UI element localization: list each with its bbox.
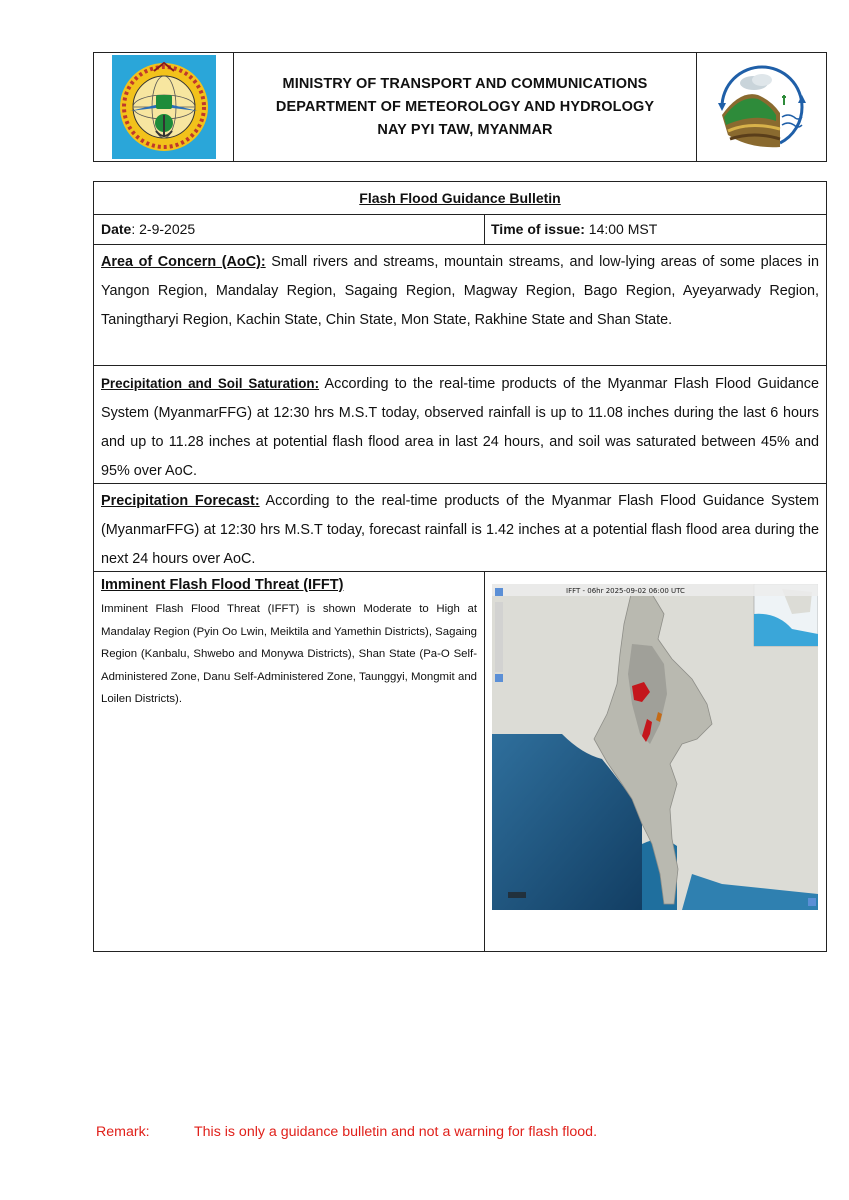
date-label: Date bbox=[101, 221, 132, 237]
ifft-text-cell bbox=[94, 572, 485, 951]
precipitation-forecast-section bbox=[94, 484, 826, 572]
bulletin-title: Flash Flood Guidance Bulletin bbox=[94, 182, 826, 215]
time-value: 14:00 MST bbox=[584, 221, 658, 237]
remark bbox=[96, 1124, 597, 1140]
letterhead-title-block bbox=[234, 53, 696, 161]
precipitation-soil-saturation-section bbox=[94, 366, 826, 484]
remark-label: Remark: bbox=[96, 1124, 150, 1140]
time-cell bbox=[485, 215, 826, 244]
water-cycle-logo-icon bbox=[710, 55, 814, 159]
department-name: DEPARTMENT OF METEOROLOGY AND HYDROLOGY bbox=[275, 99, 655, 115]
aoc-text: Small rivers and streams, mountain streams, and low-lying areas of some places in Yangon Region, Mandalay Region, Sagaing Region, Magway Region, Bago Region, Ayeyarwady Region, Taningtharyi Region, Kachin State, Chin State, Mon State, Rakhine State and Shan State. bbox=[101, 254, 819, 328]
aoc-label: Area of Concern (AoC): bbox=[101, 254, 266, 270]
ministry-name: MINISTRY OF TRANSPORT AND COMMUNICATIONS bbox=[282, 76, 648, 92]
map-zoom-in-icon[interactable] bbox=[495, 588, 503, 596]
ifft-description: Imminent Flash Flood Threat (IFFT) is shown Moderate to High at Mandalay Region (Pyin Oo Lwin, Meiktila and Yamethin Districts), Sagaing Region (Kanbalu, Shwebo and Monywa Districts), Shan State (Pa-O Self-Administered Zone, Danu Self-Administered Zone, Taunggyi, Mongmit and Loilen Districts). bbox=[101, 603, 477, 705]
pss-label: Precipitation and Soil Saturation: bbox=[101, 376, 320, 391]
date-value: : 2-9-2025 bbox=[131, 221, 196, 237]
ifft-title: Imminent Flash Flood Threat (IFFT) bbox=[101, 577, 344, 593]
remark-text: This is only a guidance bulletin and not a warning for flash flood. bbox=[194, 1124, 598, 1140]
ifft-map bbox=[492, 584, 818, 910]
map-zoom-out-icon[interactable] bbox=[495, 674, 503, 682]
department-logo-cell bbox=[696, 53, 826, 161]
area-of-concern-section bbox=[94, 245, 826, 366]
bulletin-table bbox=[93, 181, 827, 952]
letterhead bbox=[93, 52, 827, 162]
location-name: NAY PYI TAW, MYANMAR bbox=[377, 122, 553, 138]
map-caption: IFFT - 06hr 2025-09-02 06:00 UTC bbox=[566, 587, 685, 595]
ministry-logo-cell bbox=[94, 53, 234, 161]
map-info-icon[interactable] bbox=[808, 898, 816, 906]
map-zoom-slider[interactable] bbox=[495, 602, 503, 672]
pf-text: According to the real-time products of the Myanmar Flash Flood Guidance System (MyanmarFFG) at 12:30 hrs M.S.T today, forecast rainfall is 1.42 inches at a potential flash flood area during the next 24 hours over AoC. bbox=[101, 493, 819, 567]
ministry-emblem-icon bbox=[112, 55, 216, 159]
ifft-section bbox=[94, 572, 826, 951]
ifft-map-graphic bbox=[492, 584, 818, 910]
pss-text: According to the real-time products of the Myanmar Flash Flood Guidance System (MyanmarFFG) at 12:30 hrs M.S.T today, observed rainfall is up to 11.08 inches during the last 6 hours and up to 11.28 inches at potential flash flood area in last 24 hours, and soil was saturated between 45% and 95% over AoC. bbox=[101, 376, 819, 479]
date-cell bbox=[94, 215, 485, 244]
time-label: Time of issue: bbox=[491, 221, 585, 237]
date-time-row bbox=[94, 215, 826, 245]
pf-label: Precipitation Forecast: bbox=[101, 493, 260, 509]
ifft-map-cell bbox=[485, 572, 826, 951]
